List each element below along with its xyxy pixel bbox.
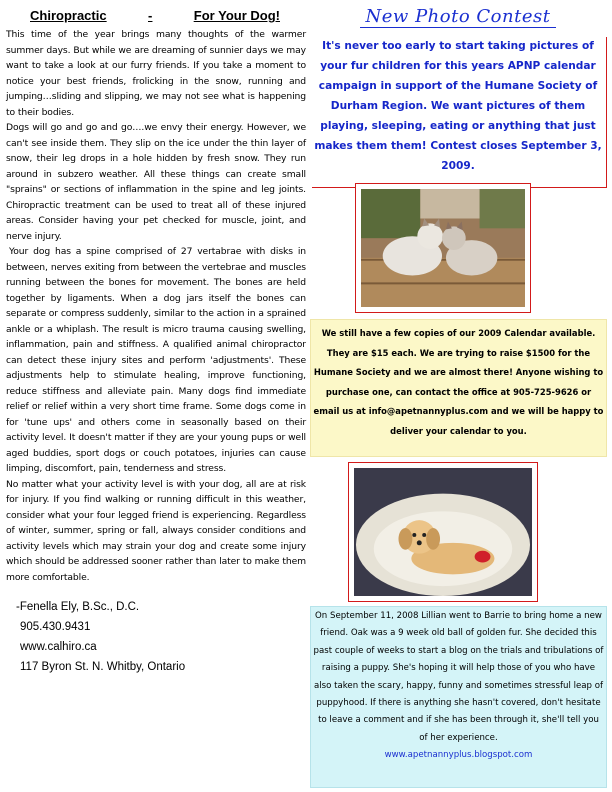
calendar-text: We still have a few copies of our 2009 Calendar available. They are $15 each. We are trying to raise $1500 for the Humane Society and we are almost there! Anyone wishing to purchase one, can contact the office at 905-725-9626 or email us at info@apetnannyplus.com and we will be happy to deliver your calendar to you. xyxy=(313,328,604,436)
cats-photo-frame xyxy=(355,183,531,313)
article-title-left: Chiropractic xyxy=(30,8,107,23)
signature-name: -Fenella Ely, B.Sc., D.C. xyxy=(16,601,140,613)
blog-text: On September 11, 2008 Lillian went to Barrie to bring home a new friend. Oak was a 9 week old ball of golden fur. She decided this past couple of weeks to start a blog on the trials and tribulations of raising a puppy. She's hoping it will help those of you who have also taken the scary, happy, funny and sometimes stressful leap of puppyhood. If there is anything she hasn't covered, don't hesitate to leave a comment and if she has been through it, she'll tell you of her experience. xyxy=(313,611,604,743)
contest-heading xyxy=(308,0,608,34)
puppy-photo-image xyxy=(354,468,532,596)
calendar-notice xyxy=(310,319,607,457)
signature-address: 117 Byron St. N. Whitby, Ontario xyxy=(20,661,186,673)
article-title-right: For Your Dog! xyxy=(193,8,280,23)
article-paragraph-2: Dogs will go and go and go….we envy their energy. However, we can't see inside them. They slip on the ice under the thin layer of snow, their leg drops in a hole hidden by fresh snow. They run around in subzero weather. All these things can create small "sprains" or sections of inflammation in the spine and leg joints. Chiropractic treatment can be used to treat all of these injured areas. Consider having your pet checked for muscle, joint, and nerve injury. xyxy=(6,122,306,242)
puppy-blog-notice xyxy=(310,606,607,788)
puppy-photo-frame xyxy=(348,462,538,602)
cats-photo xyxy=(361,189,525,307)
right-column xyxy=(308,0,608,176)
article-paragraph-1: This time of the year brings many thoughts of the warmer summer days. But while we are dreaming of sunnier days we may want to take a look at our furry friends. If you take a moment to notice your best friends, frolicking in the snow, running and jumping…sliding and slipping, we may not see what is happening to their bodies. xyxy=(6,29,306,118)
article-paragraph-4: No matter what your activity level is with your dog, all are at risk for injury. If you find walking or running difficult in this weather, consider what your four legged friend is experiencing. Regardless of winter, summer, spring or fall, always consider conditions and activity levels which may strain your dog and create some injury which should be addressed sooner rather than later to make them more comfortable. xyxy=(6,478,306,583)
blog-url-link[interactable]: www.apetnannyplus.blogspot.com xyxy=(384,750,533,761)
article-title-dash: - xyxy=(148,8,153,23)
cats-photo-image xyxy=(361,189,525,307)
article-signature xyxy=(6,597,306,677)
contest-heading-text: New Photo Contest xyxy=(360,6,557,28)
puppy-photo xyxy=(354,468,532,596)
signature-phone: 905.430.9431 xyxy=(20,621,91,633)
article-paragraph-3: Your dog has a spine comprised of 27 vertabrae with disks in between, nerves exiting from between the vertebrae and muscles running between the bones for movement. The bones are held together by ligaments. When a dog jars itself the bones can separate or compress suddenly, similar to the action in a sprained ankle or a whiplash. The result is micro trauma causing swelling, inflammation, pain and stiffness. A qualified animal chiropractor can detect these injury sites and perform 'adjustments'. These adjustments help to stimulate healing, improve functioning, reduce stiffness and alleviate pain. Many dogs find immediate relief or relief within a very short time frame. Some dogs come in for 'tune ups' and others come in seasonally based on their activity level. It doesn't matter if they are your young pups or well aged buddies, sport dogs or couch potatoes, injuries can cause limping, discomfort, pain, tenderness and stress. xyxy=(6,246,306,474)
contest-text: It's never too early to start taking pictures of your fur children for this years APNP calendar campaign in support of the Humane Society of Durham Region. We want pictures of them playing, sleeping, eating or anything that just makes them them! Contest closes September 3, 2009. xyxy=(314,40,602,172)
signature-website[interactable]: www.calhiro.ca xyxy=(20,641,97,653)
chiropractic-article xyxy=(6,8,306,677)
article-title xyxy=(6,8,306,23)
